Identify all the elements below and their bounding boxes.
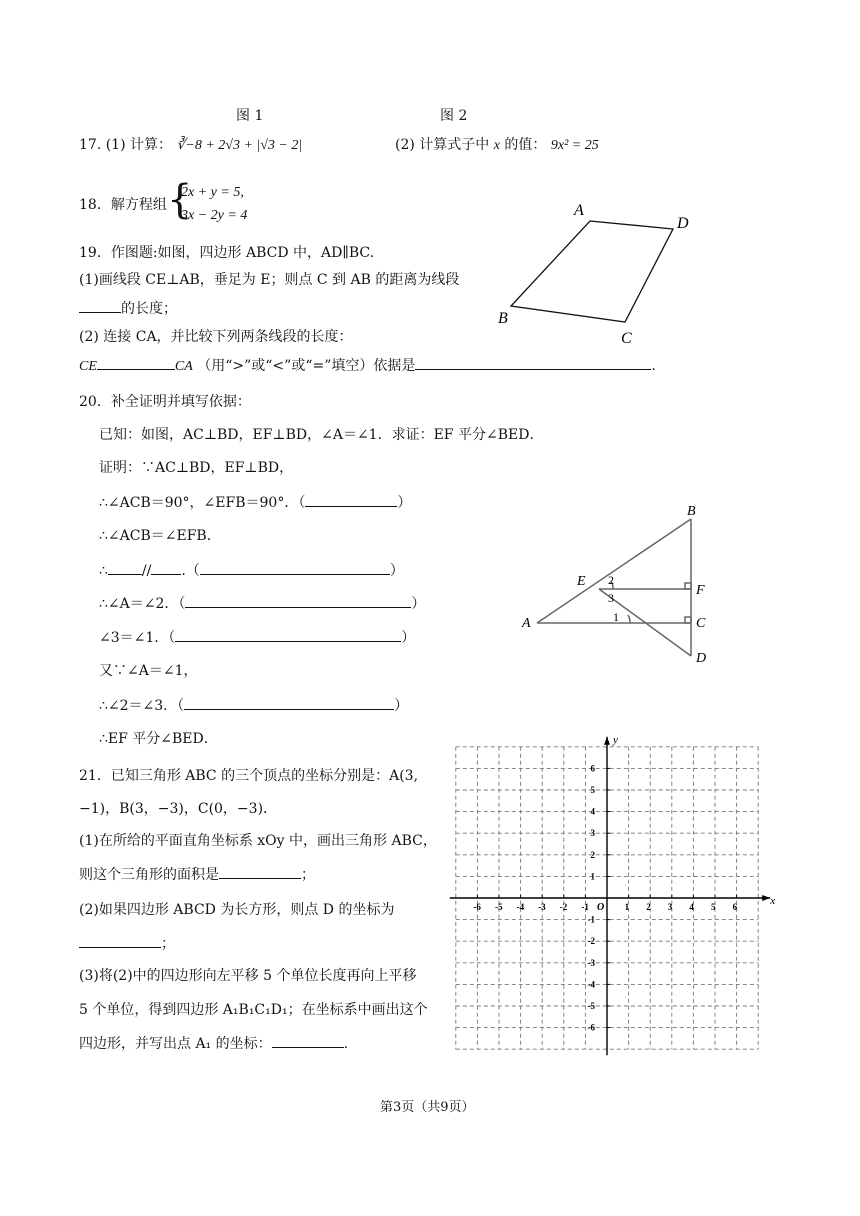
vertex-b-label: B <box>498 310 508 327</box>
quadrilateral-abcd <box>511 221 673 322</box>
page-footer: 第3页（共9页） <box>380 1100 475 1115</box>
q20-reason-blank-3[interactable] <box>185 593 411 608</box>
y-tick-label: 6 <box>590 763 595 774</box>
point-d-label: D <box>696 651 707 666</box>
q19-hint: （用“>”或“<”或“=”填空）依据是 <box>197 358 416 374</box>
x-tick-label: -5 <box>495 902 503 912</box>
q20-reason-blank-4[interactable] <box>175 627 401 642</box>
q18-equation-1: 2x + y = 5, <box>181 185 244 200</box>
q17-part1 <box>79 135 302 156</box>
q20-proof-start: 证明：∵AC⊥BD，EF⊥BD， <box>99 460 294 476</box>
q21-line-7: (3)将(2)中的四边形向左平移 5 个单位长度再向上平移 <box>79 968 417 984</box>
q17-part1-prefix: (1) 计算： <box>105 137 172 153</box>
q19-reason-blank[interactable] <box>415 355 651 370</box>
figure-2-caption: 图 2 <box>440 108 468 124</box>
proof-figure <box>515 500 745 680</box>
q21-line-9 <box>79 1033 348 1054</box>
q21-line-2: −1)，B(3，−3)，C(0，−3)． <box>79 801 278 817</box>
q19-ca: CA <box>174 359 193 374</box>
right-angle-c <box>685 617 691 623</box>
y-tick-label: 5 <box>590 785 595 795</box>
q20-reason-blank-5[interactable] <box>184 695 394 710</box>
q20-close-3: ） <box>411 596 426 612</box>
q19-ce: CE <box>79 359 97 374</box>
x-tick-label: 2 <box>646 902 651 912</box>
q21-area-blank[interactable] <box>219 864 301 879</box>
q20-close-1: ） <box>397 495 412 511</box>
q21-line-9-text: 四边形，并写出点 A₁ 的坐标： <box>79 1036 272 1052</box>
q19-compare-blank[interactable] <box>97 355 175 370</box>
coordinate-grid <box>445 733 776 1060</box>
system-brace: { <box>167 177 193 223</box>
q19-line-1: 19．作图题:如图，四边形 ABCD 中，AD∥BC. <box>79 245 375 261</box>
y-tick-label: -6 <box>587 1022 595 1033</box>
point-e-label: E <box>577 574 586 589</box>
q17-part2 <box>395 135 599 156</box>
x-tick-label: -4 <box>516 902 525 912</box>
q20-step-1 <box>99 492 411 513</box>
q20-step-1-text: ∴∠ACB＝90°，∠EFB＝90°．（ <box>99 495 306 511</box>
right-angle-f <box>685 583 691 589</box>
q21-line-5: (2)如果四边形 ABCD 为长方形，则点 D 的坐标为 <box>79 902 395 918</box>
vertex-a-label: A <box>574 202 584 219</box>
q20-close-5: ） <box>394 698 409 714</box>
x-tick-label: 1 <box>624 902 630 912</box>
y-tick-label: 1 <box>590 871 595 882</box>
q19-line-5 <box>79 355 656 377</box>
angle-arc-1 <box>628 615 630 623</box>
q20-step-7-text: ∴∠2＝∠3．（ <box>99 698 185 714</box>
q20-line-blank-b[interactable] <box>151 560 181 575</box>
q20-close-2: ） <box>389 563 404 579</box>
y-axis-label: y <box>613 733 618 746</box>
point-f-label: F <box>696 583 705 598</box>
q20-step-3-tail: .（ <box>181 563 200 579</box>
q20-step-5-text: ∠3＝∠1．（ <box>99 630 176 646</box>
q20-step-7 <box>99 695 408 716</box>
q21-line-3: (1)在所给的平面直角坐标系 xOy 中，画出三角形 ABC， <box>79 833 437 849</box>
x-tick-label: -2 <box>559 902 568 912</box>
y-tick-label: 4 <box>590 806 595 817</box>
q21-line-6-end: ； <box>161 936 175 952</box>
x-tick-label: 5 <box>711 902 716 912</box>
q20-step-4 <box>99 593 425 614</box>
origin-label: O <box>597 902 605 913</box>
q21-line-4-end: ； <box>301 867 315 883</box>
angle-2-label: 2 <box>608 573 614 587</box>
q20-step-3-prefix: ∴ <box>99 563 108 579</box>
x-tick-label: -1 <box>581 902 589 912</box>
q19-line-2: (1)画线段 CE⊥AB，垂足为 E；则点 C 到 AB 的距离为线段 <box>79 272 460 288</box>
q21-d-coord-blank[interactable] <box>79 933 161 948</box>
q17-expression: ∛−8 + 2√3 + |√3 − 2| <box>176 138 303 153</box>
q19-end: . <box>651 358 656 374</box>
point-c-label: C <box>696 616 706 631</box>
q20-reason-blank-2[interactable] <box>200 560 390 575</box>
q20-reason-blank-1[interactable] <box>305 492 397 507</box>
y-tick-label: -3 <box>587 957 595 968</box>
angle-3-label: 3 <box>608 591 614 605</box>
q20-line-blank-a[interactable] <box>108 560 142 575</box>
q20-step-5 <box>99 627 415 648</box>
point-a-label: A <box>522 616 531 631</box>
q21-line-9-end: . <box>343 1036 349 1052</box>
q20-parallel: // <box>141 563 152 579</box>
q17-part2-prefix: (2) 计算式子中 <box>395 137 490 153</box>
y-tick-label: 3 <box>590 828 595 839</box>
q19-line-3-text: 的长度； <box>121 301 177 317</box>
vertex-c-label: C <box>621 330 632 347</box>
q21-line-8: 5 个单位，得到四边形 A₁B₁C₁D₁；在坐标系中画出这个 <box>79 1002 428 1018</box>
x-tick-label: -6 <box>473 902 481 912</box>
q21-line-1: 21．已知三角形 ABC 的三个顶点的坐标分别是：A(3, <box>79 768 419 784</box>
q17-equation: 9x² = 25 <box>550 138 599 153</box>
q20-given: 已知：如图，AC⊥BD，EF⊥BD，∠A＝∠1．求证：EF 平分∠BED． <box>99 427 544 443</box>
x-tick-label: 6 <box>732 902 738 912</box>
x-axis-label: x <box>770 895 776 907</box>
y-tick-label: -1 <box>587 914 595 925</box>
q21-a1-coord-blank[interactable] <box>272 1033 344 1048</box>
q20-close-4: ） <box>401 630 416 646</box>
q19-line-3 <box>79 298 177 319</box>
y-tick-label: 2 <box>590 849 595 860</box>
q18-label: 18．解方程组 <box>79 197 167 213</box>
q18-equation-2: 3x − 2y = 4 <box>181 208 248 223</box>
q19-answer-blank-1[interactable] <box>79 298 121 313</box>
x-tick-label: 4 <box>689 902 694 912</box>
q21-line-4-text: 则这个三角形的面积是 <box>79 867 219 883</box>
q20-step-3 <box>99 560 404 581</box>
q20-title: 20．补全证明并填写依据： <box>79 394 251 410</box>
q20-step-2: ∴∠ACB＝∠EFB． <box>99 528 221 544</box>
y-axis-arrow <box>604 737 610 745</box>
q20-step-4-text: ∴∠A＝∠2．（ <box>99 596 186 612</box>
x-tick-label: 3 <box>667 902 673 912</box>
q21-line-6 <box>79 933 175 954</box>
vertex-d-label: D <box>677 215 689 232</box>
q17-part2-mid: 的值： <box>504 137 547 153</box>
segment-ab <box>537 519 691 623</box>
x-axis-arrow <box>762 895 770 901</box>
quadrilateral-figure <box>490 195 710 355</box>
q17-var: x <box>493 138 500 153</box>
q21-line-4 <box>79 864 315 885</box>
q19-line-4: (2) 连接 CA，并比较下列两条线段的长度： <box>79 329 353 345</box>
x-tick-label: -3 <box>538 902 546 912</box>
y-tick-label: -4 <box>587 979 595 990</box>
figure-1-caption: 图 1 <box>236 108 264 124</box>
q20-step-6: 又∵∠A＝∠1， <box>99 663 198 679</box>
angle-1-label: 1 <box>613 610 619 624</box>
q17-number: 17. <box>79 137 102 153</box>
q20-step-8: ∴EF 平分∠BED． <box>99 731 218 747</box>
y-tick-label: -2 <box>587 936 595 947</box>
y-tick-label: -5 <box>587 1001 595 1011</box>
point-b-label: B <box>687 504 696 519</box>
